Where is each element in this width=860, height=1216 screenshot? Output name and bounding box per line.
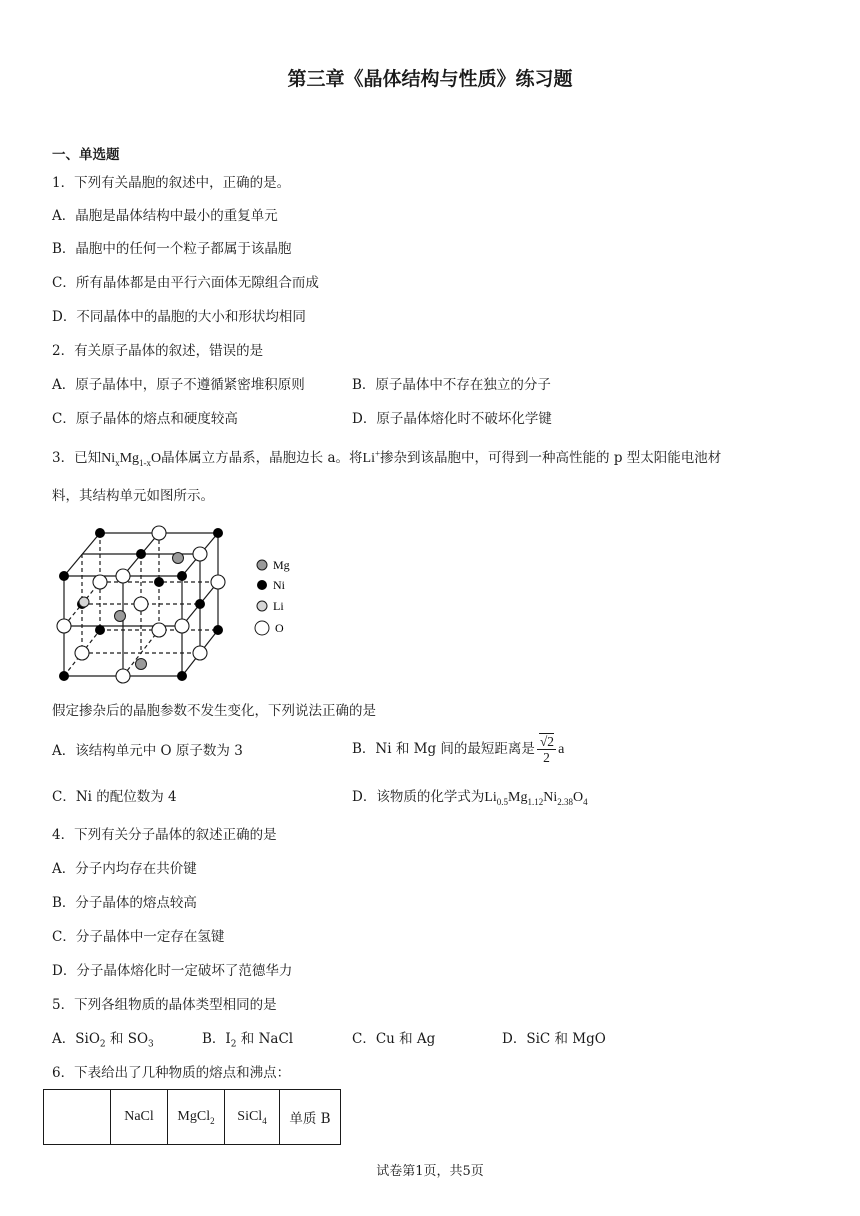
q1-option-a: A．晶胞是晶体结构中最小的重复单元 [52,208,278,224]
q3-option-b-denominator: 2 [543,750,550,765]
q4-option-a: A．分子内均存在共价键 [52,861,197,877]
page-footer: 试卷第1页，共5页 [376,1164,484,1179]
table-row [44,1090,341,1145]
q6-stem: 6．下表给出了几种物质的熔点和沸点： [52,1065,291,1081]
crystal-structure-figure [40,518,310,690]
legend-ni-swatch [257,580,267,590]
q3-formula-o: O [151,451,162,466]
q2-option-a: A．原子晶体中，原子不遵循紧密堆积原则 [52,377,305,393]
q5-option-c: C．Cu 和 Ag [352,1031,436,1047]
q6-table [43,1089,341,1145]
table-cell-sicl4-sub: 4 [262,1115,267,1126]
table-cell-blank [44,1090,111,1145]
q3-tail: 掺杂到该晶胞中，可得到一种高性能的 p 型太阳能电池材 [380,450,722,466]
q3-formula-mg-sub: 1-x [139,457,152,468]
table-cell-element-b [280,1090,341,1145]
q3-option-d-text: D．该物质的化学式为 [352,789,485,805]
q3-option-c: C．Ni 的配位数为 4 [52,789,177,805]
q3-option-b-numerator: √2 [539,734,555,749]
q1-stem: 1．下列有关晶胞的叙述中，正确的是。 [52,175,291,191]
q3-option-d [352,788,588,807]
table-cell-element-b-text: 单质 B [289,1111,331,1127]
q3-ion [362,448,381,466]
formula-n-mg: 1.12 [527,796,544,807]
table-cell-mgcl2 [168,1090,225,1145]
q5-option-a [52,1030,154,1048]
q5-b-sub1: 2 [230,1039,237,1050]
legend-ni: Ni [273,578,285,592]
q5-a-sub1: 2 [99,1039,106,1050]
q4-option-b: B．分子晶体的熔点较高 [52,895,197,911]
q4-option-d: D．分子晶体熔化时一定破坏了范德华力 [52,963,293,979]
li-atoms [79,597,89,607]
q3-option-b-var: a [558,742,565,757]
formula-el-mg: Mg [508,790,528,805]
q1-option-c: C．所有晶体都是由平行六面体无隙组合而成 [52,275,319,291]
formula-el-li: Li [484,790,497,805]
table-cell-mgcl2-text: MgCl [177,1109,211,1124]
q3-ion-charge: + [374,448,381,459]
q2-option-b: B．原子晶体中不存在独立的分子 [352,377,551,393]
table-cell-sicl4-text: SiCl [237,1109,263,1124]
q5-option-d: D．SiC 和 MgO [502,1031,606,1047]
q5-stem: 5．下列各组物质的晶体类型相同的是 [52,997,277,1013]
q3-option-a: A．该结构单元中 O 原子数为 3 [52,743,243,759]
q3-formula [101,451,161,466]
q3-formula-mg: Mg [119,451,140,466]
formula-n-li: 0.5 [496,796,509,807]
formula-el-o: O [572,790,584,805]
legend-mg: Mg [273,558,290,572]
q5-option-b [202,1030,293,1048]
q4-stem: 4．下列有关分子晶体的叙述正确的是 [52,827,277,843]
q2-option-c: C．原子晶体的熔点和硬度较高 [52,411,238,427]
formula-n-o: 4 [583,796,588,807]
table-cell-nacl-text: NaCl [124,1109,154,1124]
legend-o-swatch [255,621,269,635]
q4-option-c: C．分子晶体中一定存在氢键 [52,929,225,945]
q5-a-label: A．SiO [52,1031,100,1047]
figure-legend [255,558,290,635]
q3-prefix: 3．已知 [52,450,102,466]
q5-b-label: B．I [202,1031,231,1047]
formula-el-ni: Ni [543,790,558,805]
table-cell-sicl4 [225,1090,280,1145]
q3-stem-line1 [52,449,721,468]
q3-option-d-formula [484,790,587,805]
q3-option-b [352,732,564,767]
q3-formula-ni-sub: x [115,457,120,468]
q3-option-b-text: B．Ni 和 Mg 间的最短距离是 [352,741,535,757]
q3-ion-li: Li [362,451,375,466]
table-cell-mgcl2-sub: 2 [210,1115,215,1126]
table-cell-nacl [111,1090,168,1145]
q1-option-b: B．晶胞中的任何一个粒子都属于该晶胞 [52,241,292,257]
q5-a-mid: 和 SO [105,1031,149,1047]
q2-option-d: D．原子晶体熔化时不破坏化学键 [352,411,552,427]
legend-o: O [275,621,284,635]
q3-mid: 晶体属立方晶系，晶胞边长 a。将 [161,450,363,466]
formula-n-ni: 2.38 [557,796,573,807]
q2-stem: 2．有关原子晶体的叙述，错误的是 [52,343,264,359]
q3-stem-line2: 料，其结构单元如图所示。 [52,488,214,504]
q3-option-b-fraction [537,734,556,765]
q5-b-mid: 和 NaCl [236,1031,294,1047]
q1-option-d: D．不同晶体中的晶胞的大小和形状均相同 [52,309,306,325]
q3-formula-ni: Ni [101,451,116,466]
legend-li-swatch [257,601,267,611]
q5-a-sub2: 3 [148,1039,154,1050]
q3-after-figure: 假定掺杂后的晶胞参数不发生变化，下列说法正确的是 [52,703,376,719]
legend-li: Li [273,599,284,613]
page-title: 第三章《晶体结构与性质》练习题 [287,68,573,90]
section-heading-single-choice: 一、单选题 [52,147,120,163]
legend-mg-swatch [257,560,267,570]
